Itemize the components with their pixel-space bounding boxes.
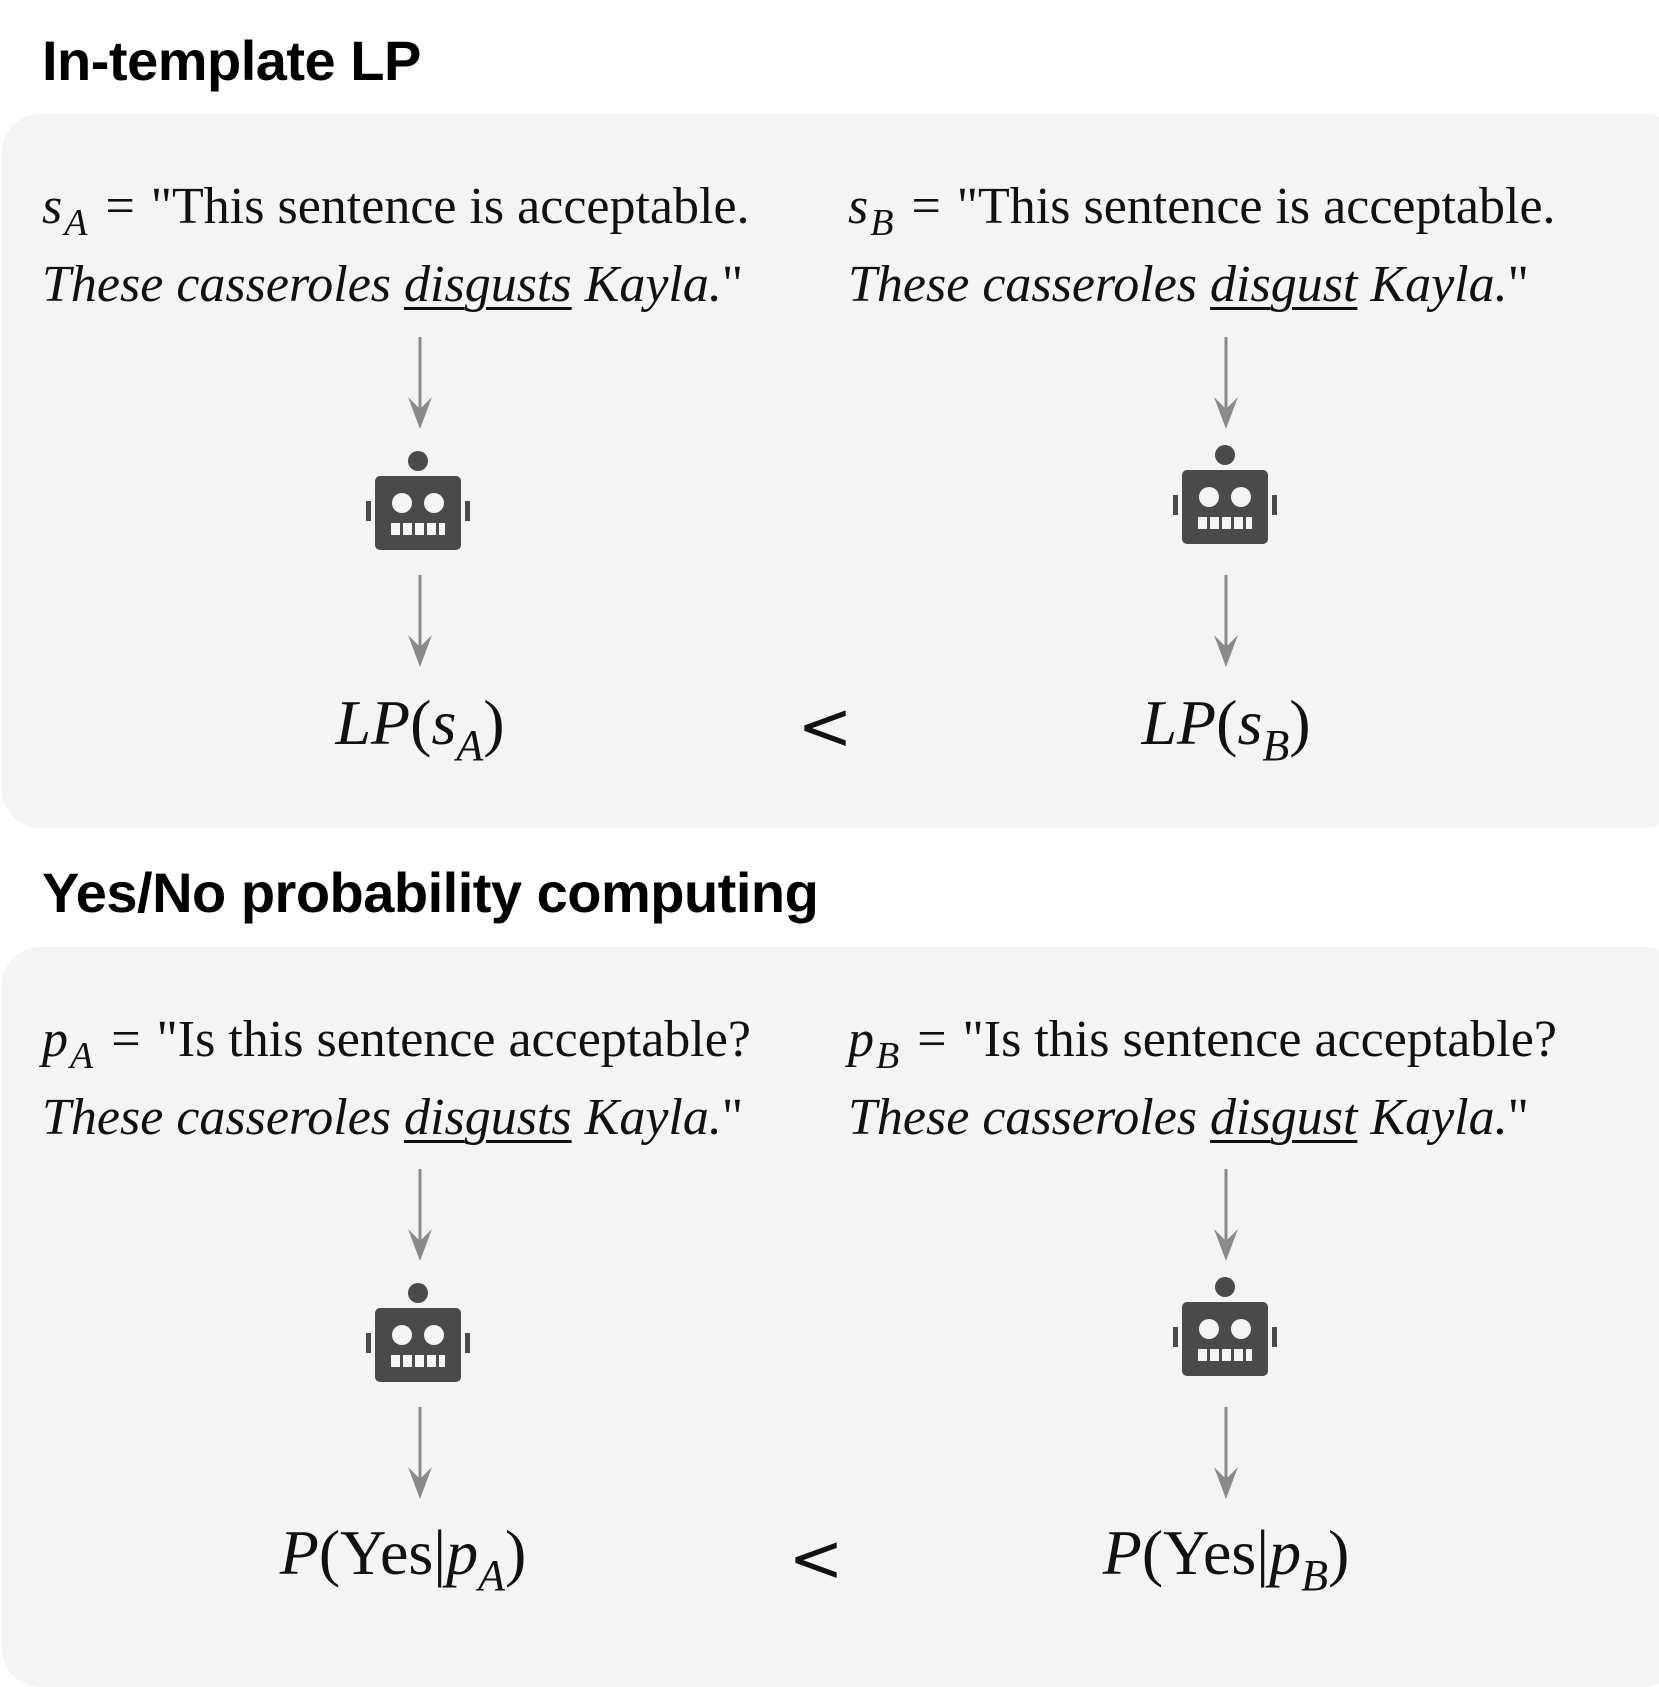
arrow-down-icon <box>398 1167 442 1263</box>
prompt-text: "Is this sentence acceptable? <box>962 1011 1557 1068</box>
sentence-suffix: Kayla. <box>571 1089 722 1146</box>
arrow-down-icon <box>1204 335 1248 431</box>
less-than-comparator: < <box>788 1520 844 1597</box>
section-title-in-template-lp: In-template LP <box>42 29 421 92</box>
result-sub: A <box>456 721 484 770</box>
closing-quote: " <box>721 256 744 313</box>
sentence-p-b <box>848 1003 1557 1155</box>
equals-sign: = <box>105 178 135 235</box>
robot-icon <box>1173 444 1277 548</box>
fn-p: P <box>1102 1517 1142 1588</box>
arrow-down-icon <box>398 335 442 431</box>
sentence-prefix: These casseroles <box>848 1089 1211 1146</box>
closing-quote: " <box>1507 1089 1529 1146</box>
result-lp-s-a: $LP(s_A)$ <box>335 687 505 770</box>
result-var: s <box>431 687 457 758</box>
result-arg-yes: Yes <box>1163 1517 1257 1588</box>
var-p: p <box>42 1011 68 1068</box>
section-title-yes-no: Yes/No probability computing <box>42 861 819 924</box>
var-sub-a: A <box>64 202 88 244</box>
closing-quote: " <box>1507 256 1529 313</box>
result-lp-s-b: $LP(s_B)$ <box>1141 687 1311 770</box>
fn-lp: LP <box>1141 687 1217 758</box>
arrow-down-icon <box>1204 573 1248 669</box>
var-sub-b: B <box>876 1035 900 1077</box>
result-sub: A <box>478 1551 505 1600</box>
underlined-verb: gusts <box>464 256 572 313</box>
var-sub-a: A <box>70 1035 94 1077</box>
underlined-dis: dis <box>404 256 465 313</box>
prompt-text: "This sentence is acceptable. <box>956 178 1556 235</box>
sentence-suffix: Kayla. <box>1357 256 1508 313</box>
fn-p: P <box>279 1517 319 1588</box>
var-s: s <box>848 178 869 235</box>
robot-icon <box>366 450 470 554</box>
equals-sign: = <box>111 1011 141 1068</box>
underlined-dis: dis <box>404 1089 465 1146</box>
robot-icon <box>1173 1276 1277 1380</box>
result-p-yes-p-a: $P(Yes|p_A)$ <box>279 1517 527 1600</box>
fn-lp: LP <box>335 687 411 758</box>
prompt-text: "Is this sentence acceptable? <box>156 1011 751 1068</box>
prompt-text: "This sentence is acceptable. <box>150 178 750 235</box>
arrow-down-icon <box>398 573 442 669</box>
sentence-prefix: These casseroles <box>848 256 1211 313</box>
var-s: s <box>42 178 63 235</box>
equals-sign: = <box>911 178 941 235</box>
underlined-verb: gust <box>1270 256 1358 313</box>
equals-sign: = <box>917 1011 947 1068</box>
underlined-dis: dis <box>1210 256 1271 313</box>
underlined-verb: gust <box>1270 1089 1358 1146</box>
sentence-prefix: These casseroles <box>42 1089 405 1146</box>
arrow-down-icon <box>1204 1167 1248 1263</box>
result-sub: B <box>1301 1551 1328 1600</box>
sentence-s-a <box>42 170 750 322</box>
closing-quote: " <box>721 1089 744 1146</box>
underlined-verb: gusts <box>464 1089 572 1146</box>
result-arg-yes: Yes <box>340 1517 434 1588</box>
var-p: p <box>848 1011 874 1068</box>
underlined-dis: dis <box>1210 1089 1271 1146</box>
sentence-prefix: These casseroles <box>42 256 405 313</box>
result-var: p <box>446 1517 479 1588</box>
sentence-suffix: Kayla. <box>571 256 722 313</box>
sentence-p-a <box>42 1003 751 1155</box>
sentence-s-b <box>848 170 1556 322</box>
result-var: p <box>1269 1517 1302 1588</box>
result-sub: B <box>1262 721 1290 770</box>
result-var: s <box>1237 687 1263 758</box>
arrow-down-icon <box>1204 1405 1248 1501</box>
arrow-down-icon <box>398 1405 442 1501</box>
var-sub-b: B <box>870 202 894 244</box>
sentence-suffix: Kayla. <box>1357 1089 1508 1146</box>
less-than-comparator: < <box>797 688 853 765</box>
result-p-yes-p-b: $P(Yes|p_B)$ <box>1102 1517 1350 1600</box>
robot-icon <box>366 1282 470 1386</box>
